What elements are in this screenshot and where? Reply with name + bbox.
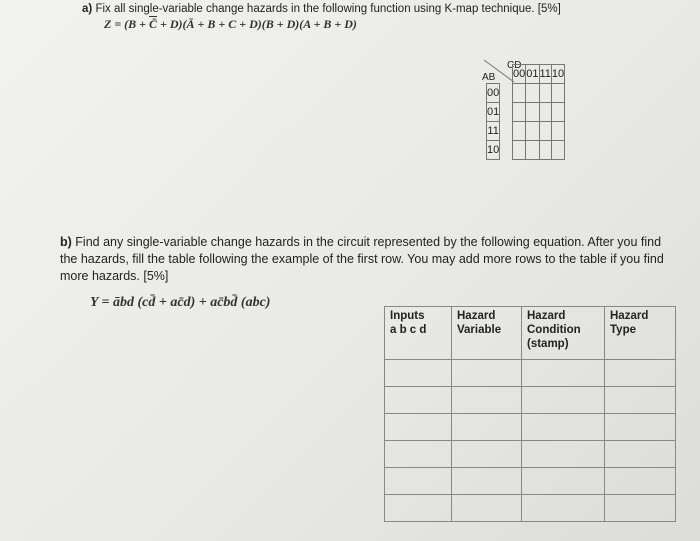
- table-cell[interactable]: [605, 441, 676, 468]
- table-cell[interactable]: [522, 468, 605, 495]
- question-a: [82, 3, 561, 15]
- table-cell[interactable]: [605, 468, 676, 495]
- kmap-cell[interactable]: [526, 103, 539, 122]
- table-row: [385, 414, 676, 441]
- kmap-cell[interactable]: [551, 141, 564, 160]
- question-a-label: a): [82, 3, 93, 15]
- question-a-text: Fix all single-variable change hazards in the following function using K-map technique. [5%]: [95, 3, 561, 15]
- table-cell[interactable]: [605, 495, 676, 522]
- table-cell[interactable]: [605, 360, 676, 387]
- kmap-col-header: 00: [513, 65, 526, 84]
- kmap-row-header: 01: [487, 103, 500, 122]
- table-cell[interactable]: [385, 495, 452, 522]
- table-row: [385, 468, 676, 495]
- header-hazard-variable: Hazard Variable: [452, 307, 522, 360]
- kmap-cell[interactable]: [513, 103, 526, 122]
- table-cell[interactable]: [385, 414, 452, 441]
- kmap-cell[interactable]: [551, 122, 564, 141]
- eq-a-part-2: + D)(: [157, 17, 187, 31]
- kmap-row-headers: [486, 83, 500, 160]
- table-cell[interactable]: [605, 387, 676, 414]
- kmap-row-header: 00: [487, 84, 500, 103]
- kmap-row-header: 10: [487, 141, 500, 160]
- kmap-row-var: AB: [482, 72, 496, 83]
- table-row: [385, 360, 676, 387]
- kmap-row-header: 11: [487, 122, 500, 141]
- kmap-cell[interactable]: [513, 122, 526, 141]
- table-cell[interactable]: [522, 441, 605, 468]
- kmap-cell[interactable]: [526, 122, 539, 141]
- question-b-label: b): [60, 235, 72, 249]
- table-row: [385, 441, 676, 468]
- eq-a-part-4: + B + C + D)(B + D)(A + B + D): [194, 17, 357, 31]
- header-hazard-condition: Hazard Condition (stamp): [522, 307, 605, 360]
- eq-a-part-0: Z = (B +: [104, 17, 150, 31]
- kmap-grid: [512, 64, 565, 160]
- table-cell[interactable]: [452, 387, 522, 414]
- table-cell[interactable]: [452, 495, 522, 522]
- kmap-col-header: 11: [539, 65, 551, 84]
- kmap-cell[interactable]: [526, 84, 539, 103]
- eq-a-part-1: C̄: [149, 17, 158, 31]
- kmap-col-header: 01: [526, 65, 539, 84]
- table-cell[interactable]: [452, 441, 522, 468]
- kmap-cell[interactable]: [551, 103, 564, 122]
- header-inputs: Inputs a b c d: [385, 307, 452, 360]
- kmap-cell[interactable]: [539, 122, 551, 141]
- table-cell[interactable]: [605, 414, 676, 441]
- kmap-cell[interactable]: [551, 84, 564, 103]
- table-row: [385, 495, 676, 522]
- kmap-cell[interactable]: [513, 84, 526, 103]
- table-cell[interactable]: [385, 387, 452, 414]
- kmap-cell[interactable]: [526, 141, 539, 160]
- table-cell[interactable]: [385, 468, 452, 495]
- table-cell[interactable]: [452, 468, 522, 495]
- table-cell[interactable]: [522, 387, 605, 414]
- equation-a: [104, 17, 357, 32]
- table-cell[interactable]: [385, 360, 452, 387]
- table-cell[interactable]: [522, 414, 605, 441]
- question-b-text: Find any single-variable change hazards in the circuit represented by the following equation. After you find the hazards, fill the table following the example of the first row. You may add more rows to the table if you find more hazards. [5%]: [60, 235, 664, 283]
- hazard-table: [384, 306, 676, 522]
- kmap-cell[interactable]: [539, 103, 551, 122]
- table-cell[interactable]: [452, 414, 522, 441]
- equation-b: Y = ābd (cd̄ + ac̄d) + ac̄bd̄ (abc): [90, 295, 271, 310]
- table-cell[interactable]: [452, 360, 522, 387]
- table-cell[interactable]: [385, 441, 452, 468]
- kmap-cell[interactable]: [539, 84, 551, 103]
- kmap-col-var: CD: [507, 60, 522, 71]
- kmap-cell[interactable]: [513, 141, 526, 160]
- header-hazard-type: Hazard Type: [605, 307, 676, 360]
- table-cell[interactable]: [522, 360, 605, 387]
- eq-a-part-3: Ā: [186, 17, 195, 31]
- kmap-cell[interactable]: [539, 141, 551, 160]
- table-cell[interactable]: [522, 495, 605, 522]
- table-row: [385, 387, 676, 414]
- kmap-col-header: 10: [551, 65, 564, 84]
- question-b: [60, 234, 680, 285]
